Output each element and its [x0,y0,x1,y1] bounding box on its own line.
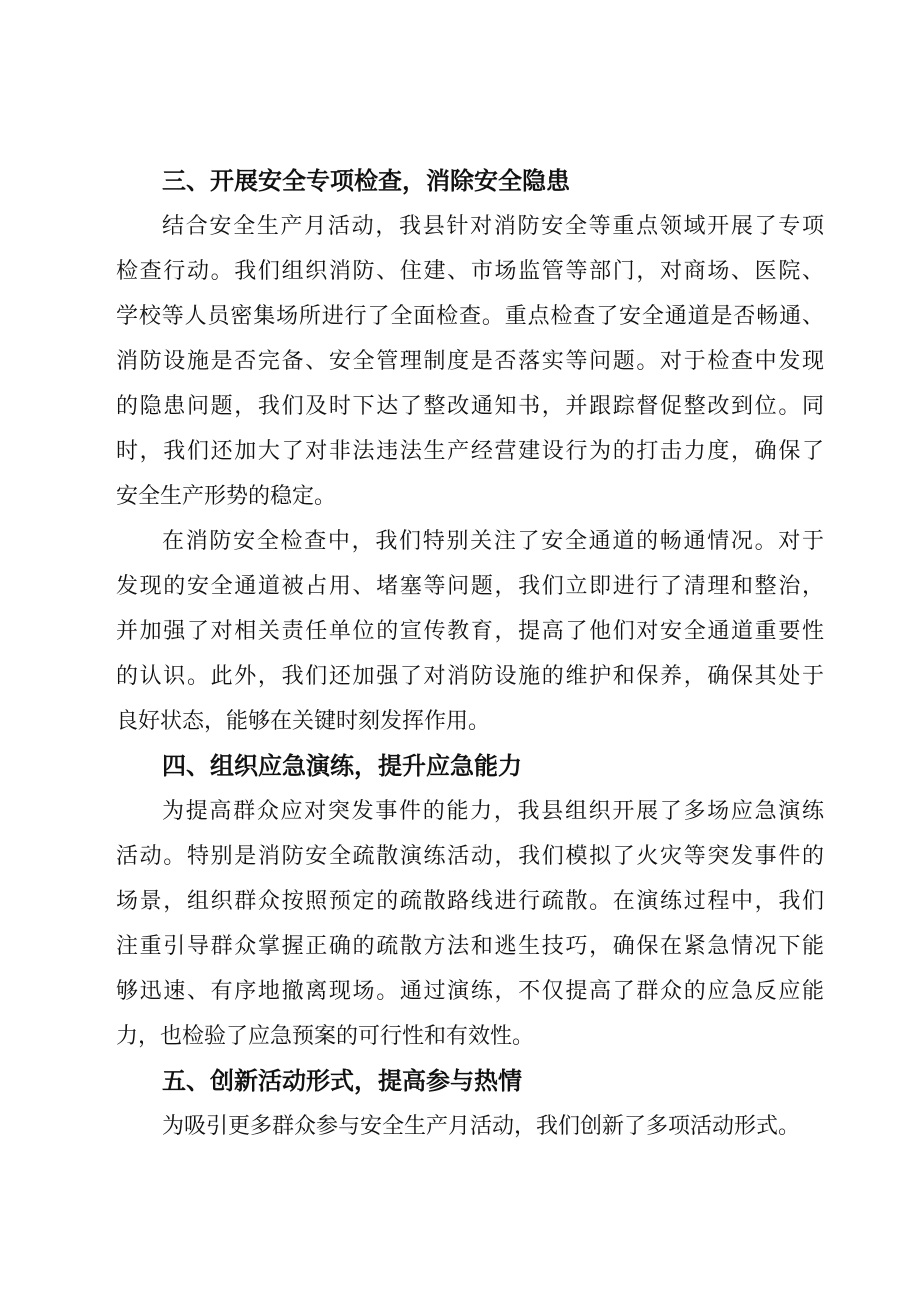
paragraph-line: 检查行动。我们组织消防、住建、市场监管等部门，对商场、医院、 [116,259,824,284]
paragraph-line: 力，也检验了应急预案的可行性和有效性。 [116,1024,535,1049]
paragraph-line: 的隐患问题，我们及时下达了整改通知书，并跟踪督促整改到位。同 [116,394,824,419]
paragraph-line: 学校等人员密集场所进行了全面检查。重点检查了安全通道是否畅通、 [116,304,824,329]
section-heading: 五、创新活动形式，提高参与热情 [162,1067,522,1095]
paragraph-line: 时，我们还加大了对非法违法生产经营建设行为的打击力度，确保了 [116,439,824,464]
paragraph-line: 为提高群众应对突发事件的能力，我县组织开展了多场应急演练 [162,799,824,824]
paragraph-line: 安全生产形势的稳定。 [116,484,337,509]
section-heading: 三、开展安全专项检查，消除安全隐患 [162,167,570,195]
paragraph-line: 并加强了对相关责任单位的宣传教育，提高了他们对安全通道重要性 [116,619,824,644]
paragraph [116,1104,824,1149]
paragraph-line: 结合安全生产月活动，我县针对消防安全等重点领域开展了专项 [162,214,824,239]
paragraph [116,789,824,1059]
paragraph-line: 的认识。此外，我们还加强了对消防设施的维护和保养，确保其处于 [116,664,824,689]
paragraph-line: 良好状态，能够在关键时刻发挥作用。 [116,709,491,734]
paragraph-line: 消防设施是否完备、安全管理制度是否落实等问题。对于检查中发现 [116,349,824,374]
paragraph-line: 发现的安全通道被占用、堵塞等问题，我们立即进行了清理和整治， [116,574,824,599]
section-heading: 四、组织应急演练，提升应急能力 [162,752,522,780]
paragraph-line: 够迅速、有序地撤离现场。通过演练，不仅提高了群众的应急反应能 [116,979,824,1004]
paragraph-line: 在消防安全检查中，我们特别关注了安全通道的畅通情况。对于 [162,529,824,554]
paragraph-line: 场景，组织群众按照预定的疏散路线进行疏散。在演练过程中，我们 [116,889,824,914]
paragraph [116,519,824,744]
paragraph-line: 为吸引更多群众参与安全生产月活动，我们创新了多项活动形式。 [162,1114,801,1139]
document-body [116,159,824,1149]
paragraph-line: 活动。特别是消防安全疏散演练活动，我们模拟了火灾等突发事件的 [116,844,824,869]
paragraph-line: 注重引导群众掌握正确的疏散方法和逃生技巧，确保在紧急情况下能 [116,934,824,959]
paragraph [116,204,824,519]
